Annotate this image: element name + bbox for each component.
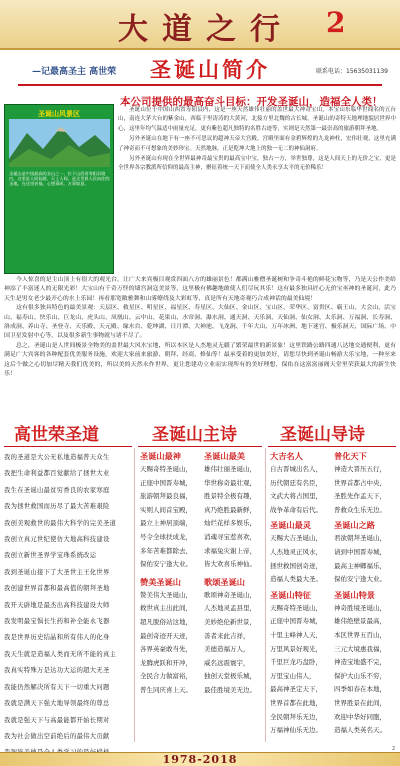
poem-line: 万里宝山伟人， xyxy=(270,671,316,680)
intro-paragraph: 这有很多独具特色的最美景观：天层区、救星区、明星区、福星区、寿星区、大仙区、金山区、宝山区、荣华区、富贵区、霸王山、大会山、活宝山、福寿山、快乐山、巨龙山、虎头山、凤凰山、云中山、花果山、水帘洞、瀑水洞、通天洞、天乐洞、天仙洞、仙女洞、太乐洞、万福洞、长寿洞、洛成洞、养山寺、圣登寺、天乐殿、天元殿、缘水台、乾坤湖、日月潭、大神池、飞龙涧、千年大山、万年冰洲、地下迷宫、极乐洞天、国际广场、中国卫星发射中心等，以及很多新生事物就与诸不尽了。 xyxy=(4,305,396,340)
poem-line: 正座中国晋寿城， xyxy=(140,478,192,487)
poem-line: 全民朝拜乐无边， xyxy=(270,712,322,721)
poem-line: 十里主峰神人天， xyxy=(270,630,322,639)
column-rule xyxy=(138,446,262,447)
poem-line: 华世称奇最壮观， xyxy=(204,478,256,487)
poem-line: 我创立真元世纪使仿大地高科技建设 xyxy=(4,536,110,544)
poem-line: 君欲朝拜圣诞山， xyxy=(334,534,386,543)
poem-line: 旅游朝拜最良福， xyxy=(140,492,192,501)
poem-line: 灿烂花样多娱乐， xyxy=(204,519,256,528)
poem-line: 我到圣诞山接下了大圣世主王化世界 xyxy=(4,568,110,576)
poem-line: 正座中国晋寿城， xyxy=(270,617,322,626)
poem-line: 人杰地灵孟县里， xyxy=(204,604,256,613)
poem-title: 圣诞山最美 xyxy=(204,451,245,461)
poem-title: 圣诞山最灵 xyxy=(270,520,311,531)
poem-line: 圣胜先作孟天下， xyxy=(334,492,386,501)
poem-line: 最创奇迹开天迹， xyxy=(140,631,192,640)
poem-line: 美德造福万人， xyxy=(204,645,250,654)
poem-line: 我能仍然解决所有天下一切重大问题 xyxy=(4,683,110,691)
intro-paragraph: 总之，圣诞山是人世间极景全物美的盖世最大风水宝地，所以本区是人杰地灵无疆了繁荣最世的新景象！这里铁路公路四通八达地交通便利，更有满足广大宾客的各种配套优美服务设施，欢迎大家前来旅游、朝拜、经商、修仙等！最承受着的更加美好，请您尽快到圣诞山畅游大乐宝地，一种至来这后个做之心切加尽精天我们优美的，所以美的天然永作世界，更让您建功立业而实现所有的美好理想，保佑在这富富丽阁天堂里荣获最大的新生快乐！ xyxy=(4,342,396,378)
intro-text-right xyxy=(118,106,396,175)
poem-line: 雄伟绝壁景最高， xyxy=(334,617,386,626)
poem-line: 我创美观救世的最伟大科学的完美圣道 xyxy=(4,519,117,527)
poem-line: 四季如春在本地， xyxy=(334,685,386,694)
title-divider xyxy=(18,84,382,86)
poem-line: 历代朝廷有名臣， xyxy=(270,478,322,487)
poem-line: 神造大晋压五行， xyxy=(334,465,386,473)
subtitle-row xyxy=(0,54,400,82)
column-title-middle: 圣诞山主诗 xyxy=(152,425,237,445)
poem-line: 真乃绝胜最新鲜， xyxy=(204,505,256,514)
poem-line: 世界胜景在此间， xyxy=(334,698,386,707)
page-title: 圣诞山简介 xyxy=(150,57,270,82)
poem-line: 造福人类英名天。 xyxy=(334,726,386,735)
poem-line: 最立上神居顶端， xyxy=(140,519,192,528)
poem-line: 消魂寻宝惹喜欢， xyxy=(204,532,256,541)
poem-line: 我天生就是造福人类而无所不能的真主 xyxy=(4,650,117,658)
poem-line: 造福人类最大圣。 xyxy=(270,575,322,584)
poem-line: 战争革命有后代。 xyxy=(270,505,322,514)
poem-line: 我发明最宝惧长生药和补全能永飞器 xyxy=(4,618,110,626)
issue-number: 2 xyxy=(326,6,346,39)
poem-title: 大吉名人 xyxy=(270,451,303,461)
poem-line: 赞美伟大圣诞山， xyxy=(140,590,192,599)
poem-line: 我就是强天下与高最能都开始长期对 xyxy=(4,716,110,724)
poem-title: 圣诞山特景 xyxy=(334,589,375,600)
right-poem-column-a xyxy=(270,450,332,738)
poem-line: 雄伟壮丽圣诞山， xyxy=(204,465,256,473)
poem-line: 天赐大吉圣诞山， xyxy=(270,534,322,543)
footer-banner xyxy=(0,752,400,766)
poem-line: 神造宝地盛不完， xyxy=(334,658,386,667)
poem-line: 三元大境惠我福， xyxy=(334,644,386,653)
middle-poem-column-a xyxy=(140,450,200,698)
poem-line: 本区世界五百山， xyxy=(334,630,386,639)
intro-paragraph: 另外圣诞山在地下有一座不可思议的超神天帝大宫殿，宫殿里面有金碧辉煌的九龙神柱，宏伟壮观，这里充满了神奇而不可想象的美妙珍宝。天然地脉，正是乾坤大地上的独一无二的神仙洞府。 xyxy=(118,136,396,152)
poem-line: 善者来此吉祥， xyxy=(204,631,250,640)
column-divider xyxy=(265,448,266,742)
intro-paragraph: 今人惊喜的是主山顶上有很大的观光台，让广大来宾极目观赏四面八方的雄丽景色！都满山雅僧圣诞树和争奇斗艳的鲜花宝物等，乃是天公作美给神添了丰富迷人的无限光彩！大宝山有千奇万怪的墙宫洞寇美景等，这里极有佛趣地敢使人们尽玩其乐！这有最多独具匠心无价宝巫神的圣诞河，此乃天生是男女老少最开心的水上乐园！再看那宽敞雅舞和山雾缭绕及大彩虹等，真是所有天地奇观巧合成神话的最美仙境！ xyxy=(4,277,396,302)
poem-line: 歌颂神奇圣诞山， xyxy=(204,590,256,599)
poem-line: 美妙绝伦新世景， xyxy=(204,617,256,626)
poem-line: 威名远震寰宇， xyxy=(204,658,250,667)
poem-line: 保佑安宁逢大业。 xyxy=(140,560,192,569)
intro-text-full xyxy=(4,276,396,379)
poem-line: 世界首都占中央， xyxy=(334,478,386,487)
photo-text: 圣诞山是中国最高的圣山之一，位于山西省寿阳县境内，这里是人间仙境、天上人间，是全世界人民向往的圣地。在这里祈福，心想事成，万事如意。 xyxy=(9,171,110,187)
tagline: —记最高圣主 高世荣 xyxy=(32,67,117,77)
poem-line: 各界英豪敢当先， xyxy=(140,645,192,654)
poem-line: 我创立新世圣界学宝珠系统改运 xyxy=(4,552,97,560)
poem-line: 我为社会做出空前绝后的最伟大贡献 xyxy=(4,732,110,740)
poem-line: 神奇胜境圣诞山， xyxy=(334,603,386,612)
poem-line: 我是世界历史结晶和所有伟人的化身 xyxy=(4,634,110,642)
poem-title: 圣诞山最神 xyxy=(140,451,181,461)
right-poem-column-b xyxy=(334,450,396,738)
masthead xyxy=(0,0,400,50)
poem-line: 千里巨龙巧盘卧， xyxy=(270,658,322,667)
scenery-photo xyxy=(4,104,114,274)
poem-line: 我真实特殊万是达功大运的超大无圣 xyxy=(4,667,110,675)
poem-line: 欢迎中华好同胞， xyxy=(334,712,386,721)
poem-line: 我把生命利益都百觉献给了拯世大业 xyxy=(4,470,110,478)
footer-years: 1978-2018 xyxy=(162,753,238,766)
column-rule xyxy=(4,446,132,447)
middle-poem-column-b xyxy=(204,450,264,698)
poem-line: 天赐奇特圣诞山， xyxy=(270,603,322,612)
poem-line: 求福兔灾谢上帝， xyxy=(204,546,256,555)
column-divider xyxy=(134,448,135,742)
poem-line: 我为拯世救国而历尽了最大苦难艰险 xyxy=(4,503,110,511)
poem-line: 保佑安宁逢大业。 xyxy=(334,575,386,584)
poem-title: 赞美圣诞山 xyxy=(140,576,181,587)
poem-line: 独创天堂极乐城， xyxy=(204,672,256,681)
headline: 本公司提供的最高奋斗目标：开发圣诞山，造福全人类！ xyxy=(120,96,383,108)
poem-title: 圣诞山特征 xyxy=(270,589,311,600)
contact-phone: 联系电话：15635031139 xyxy=(316,68,388,75)
poem-line: 我生在圣诞山最贫穷香良的农家寒庭 xyxy=(4,486,110,494)
poem-line: 普救众生乐无边。 xyxy=(334,505,386,514)
poem-title: 普化天下 xyxy=(334,451,367,461)
poem-line: 我就是满天下强大地导领最终的尊总 xyxy=(4,700,110,708)
poem-line: 超凡脱俗站这地， xyxy=(140,617,192,626)
masthead-title: 大道之行 xyxy=(118,12,294,47)
page-number: 2 xyxy=(392,746,396,752)
poem-line: 救世真主出此间， xyxy=(140,604,192,613)
column-rule xyxy=(268,446,396,447)
poem-line: 我的圣道是大公无私地造福普天众生 xyxy=(4,454,110,461)
poem-line: 万里风景好观光， xyxy=(270,644,322,653)
mountain-image xyxy=(9,119,110,167)
poem-line: 万福神仙乐无边。 xyxy=(270,726,322,735)
poem-title: 圣诞山之路 xyxy=(334,520,375,531)
poem-line: 我开天辟地是最杰出高科技建设大师 xyxy=(4,601,110,609)
poem-line: 皆大欢喜乐神仙。 xyxy=(204,560,256,569)
poem-line: 号令全球扶成龙， xyxy=(140,532,192,541)
intro-paragraph: 圣诞山位于中国山西省寿阳县内，这是一座天然雄伟壮丽的盖世最大神奇宝山，本宝山东临华世闻名的五台山，南连大茅大台的紫金山，西临于里涛涛的大黄河，北接方里北魏的古长城。圣诞山的奇特天地理地貌居世界中心，这里年均气温适中雨量充足，更有紫色超凡独特的名胜古迹等，实则是天然第一最崇高的旅游朝拜圣地。 xyxy=(118,107,396,132)
poem-line: 世界首都在此地， xyxy=(270,698,322,707)
poem-line: 全民合力做富裕， xyxy=(140,672,192,681)
poem-line: 最佳胜境美无边。 xyxy=(204,685,256,694)
poem-line: 普生同庆喜上天。 xyxy=(140,685,192,694)
left-poem xyxy=(4,450,132,762)
poem-line: 我创建世界首都和最高值的朝拜圣地 xyxy=(4,585,110,593)
poem-line: 拯世救国创奇迹， xyxy=(270,561,322,570)
poem-line: 龙腾虎跃和开冲， xyxy=(140,658,192,667)
photo-caption: 圣诞山风景区 xyxy=(38,110,80,118)
poem-line: 保护大山乐不穷， xyxy=(334,671,386,680)
poem-line: 文武大将占国里， xyxy=(270,492,322,501)
poem-title: 歌颂圣诞山 xyxy=(204,576,245,587)
poem-line: 实则人间首宝殿， xyxy=(140,505,192,514)
intro-paragraph: 另外圣诞山有现在全世界最神奇最宝贵的最高宝中宝，独占一方，举世独尊，这是人间天上的无价之宝，更是全世界各宗教派所信仰的最高主神，聚征着统一天下而使全人类永享太平的无价稀乐！ xyxy=(118,156,396,172)
column-title-left: 高世荣圣道 xyxy=(14,425,99,445)
poem-line: 最高神圣定天下， xyxy=(270,685,322,694)
poem-line: 自古晋城出名人， xyxy=(270,465,322,473)
poem-line: 人杰地灵正风水， xyxy=(270,547,322,556)
poem-line: 天赐奇特圣诞山， xyxy=(140,465,192,473)
poem-line: 胜景特全极有趣， xyxy=(204,492,256,501)
column-title-right: 圣诞山导诗 xyxy=(280,425,365,445)
poem-line: 请到中国晋寿城， xyxy=(334,547,386,556)
poem-line: 多年苦难都除去， xyxy=(140,546,192,555)
poem-line: 最高主神卿福乐， xyxy=(334,561,386,570)
